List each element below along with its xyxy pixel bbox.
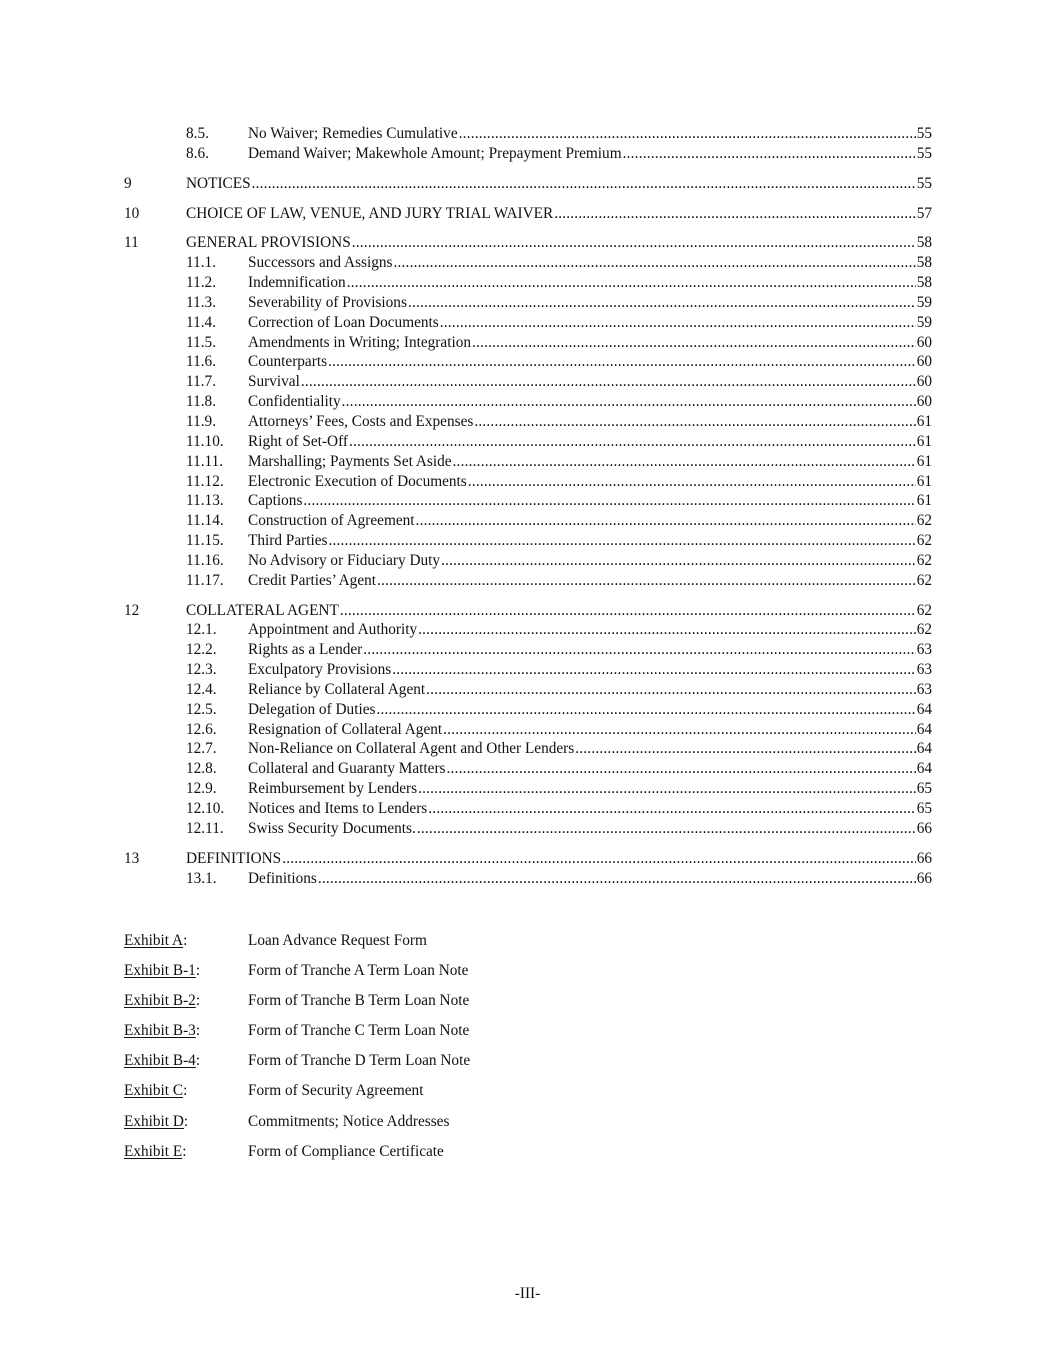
exhibit-link[interactable]: Exhibit D (124, 1112, 184, 1130)
toc-entry-sub[interactable] (124, 660, 932, 680)
toc-subsection-title: Successors and Assigns (248, 254, 393, 272)
dot-leader (352, 233, 916, 253)
toc-subsection-title: Reimbursement by Lenders (248, 780, 418, 798)
exhibit-entry (124, 930, 724, 960)
toc-entry-sub[interactable] (124, 491, 932, 511)
dot-leader (342, 392, 916, 412)
dot-leader (328, 352, 916, 372)
toc-entry-sub[interactable] (124, 432, 932, 452)
toc-subsection-title: Resignation of Collateral Agent (248, 720, 443, 738)
exhibit-description: Form of Tranche D Term Loan Note (248, 1052, 471, 1070)
toc-subsection-number: 8.5. (186, 125, 209, 142)
dot-leader (347, 273, 916, 293)
dot-leader (459, 124, 916, 144)
toc-section-number: 9 (124, 174, 132, 192)
toc-subsection-title: Appointment and Authority (248, 621, 418, 639)
toc-subsection-title: Notices and Items to Lenders (248, 800, 428, 817)
toc-entry-sub[interactable] (124, 720, 932, 740)
exhibit-link[interactable]: Exhibit C (124, 1082, 184, 1100)
toc-subsection-number: 11.1. (186, 254, 217, 272)
toc-page-number: 64 (916, 720, 932, 738)
toc-subsection-title: Construction of Agreement (248, 512, 415, 530)
toc-entry-sub[interactable] (124, 293, 932, 313)
toc-subsection-number: 13.1. (186, 869, 217, 887)
toc-section (124, 233, 932, 590)
dot-leader (443, 720, 916, 740)
dot-leader (282, 849, 916, 869)
toc-subsection-number: 11.11. (186, 452, 224, 470)
exhibit-entry (124, 1111, 724, 1141)
toc-section-title: NOTICES (186, 174, 251, 192)
toc-page-number: 55 (916, 125, 932, 142)
dot-leader (408, 293, 916, 313)
toc-entry-main[interactable] (124, 849, 932, 869)
toc-page-number: 61 (916, 412, 932, 430)
toc-entry-sub[interactable] (124, 799, 932, 819)
exhibit-entry (124, 960, 724, 990)
toc-page-number: 55 (916, 174, 932, 192)
toc-entry-sub[interactable] (124, 144, 932, 164)
toc-section-number: 12 (124, 601, 140, 619)
toc-subsection-title: No Advisory or Fiduciary Duty (248, 551, 441, 569)
dot-leader (301, 372, 916, 392)
exhibit-entry (124, 1050, 724, 1080)
dot-leader (428, 799, 915, 819)
dot-leader (623, 144, 916, 164)
dot-leader (440, 313, 916, 333)
toc-subsection-number: 11.10. (186, 432, 224, 450)
toc-subsection-title: Marshalling; Payments Set Aside (248, 452, 452, 470)
toc-page-number: 60 (916, 353, 932, 371)
exhibit-link[interactable]: Exhibit B-4 (124, 1052, 196, 1070)
toc-entry-main[interactable] (124, 204, 932, 224)
toc-subsection-number: 11.2. (186, 274, 217, 292)
exhibit-link[interactable]: Exhibit E (124, 1142, 183, 1160)
toc-subsection-number: 11.8. (186, 393, 217, 411)
toc-subsection-number: 12.11. (186, 819, 224, 837)
toc-subsection-title: No Waiver; Remedies Cumulative (248, 125, 458, 142)
dot-leader (416, 511, 916, 531)
exhibit-label-wrap[interactable]: Exhibit B-3: (124, 1022, 201, 1040)
dot-leader (426, 680, 916, 700)
exhibit-label-wrap[interactable]: Exhibit E: (124, 1142, 187, 1160)
toc-page-number: 66 (916, 869, 932, 887)
exhibit-link[interactable]: Exhibit B-3 (124, 1022, 196, 1040)
toc-subsection-number: 11.4. (186, 313, 217, 331)
toc-subsection-title: Delegation of Duties (248, 700, 376, 718)
toc-entry-sub[interactable] (124, 511, 932, 531)
toc-subsection-number: 11.15. (186, 532, 224, 550)
toc-subsection-number: 8.6. (186, 144, 209, 162)
toc-subsection-title: Exculpatory Provisions (248, 661, 392, 679)
toc-entry-sub[interactable] (124, 571, 932, 591)
toc-entry-sub[interactable] (124, 620, 932, 640)
dot-leader (453, 452, 916, 472)
toc-entry-sub[interactable] (124, 333, 932, 353)
toc-page-number: 63 (916, 661, 932, 679)
page-number-footer: -III- (514, 1285, 541, 1302)
exhibit-description: Form of Compliance Certificate (248, 1142, 444, 1160)
toc-subsection-title: Reliance by Collateral Agent (248, 680, 426, 698)
dot-leader (349, 432, 916, 452)
toc-entry-sub[interactable] (124, 472, 932, 492)
toc-page-number: 58 (916, 234, 932, 252)
toc-entry-sub[interactable] (124, 759, 932, 779)
toc-entry-sub[interactable] (124, 640, 932, 660)
exhibit-description: Commitments; Notice Addresses (248, 1112, 450, 1130)
toc-subsection-number: 11.14. (186, 512, 224, 530)
toc-section-title: COLLATERAL AGENT (186, 601, 339, 619)
toc-page-number: 64 (916, 740, 932, 758)
dot-leader (554, 204, 916, 224)
toc-page-number: 62 (916, 512, 932, 530)
toc-subsection-number: 11.9. (186, 412, 217, 430)
exhibit-link[interactable]: Exhibit B-1 (124, 962, 196, 980)
toc-entry-main[interactable] (124, 233, 932, 253)
toc-page-number: 60 (916, 333, 932, 351)
toc-subsection-title: Right of Set-Off (248, 432, 348, 450)
toc-subsection-title: Severability of Provisions (248, 293, 407, 311)
dot-leader (328, 531, 915, 551)
toc-subsection-title: Survival (248, 373, 300, 391)
toc-page-number: 58 (916, 254, 932, 272)
toc-subsection-number: 12.8. (186, 760, 217, 778)
toc-subsection-number: 11.12. (186, 472, 224, 490)
dot-leader (418, 779, 916, 799)
toc-entry-main[interactable] (124, 174, 932, 194)
toc-page-number: 65 (916, 800, 932, 817)
dot-leader (340, 601, 916, 621)
toc-section-number: 13 (124, 849, 140, 867)
toc-entry-sub[interactable] (124, 869, 932, 889)
toc-subsection-title: Non-Reliance on Collateral Agent and Other Lenders (248, 740, 575, 758)
dot-leader (472, 333, 916, 353)
dot-leader (441, 551, 916, 571)
toc-subsection-number: 11.17. (186, 571, 224, 589)
toc-entry-sub[interactable] (124, 779, 932, 799)
toc-entry-sub[interactable] (124, 739, 932, 759)
dot-leader (393, 253, 915, 273)
toc-page-number: 57 (916, 204, 932, 222)
toc-subsection-title: Definitions (248, 869, 317, 887)
dot-leader (318, 869, 916, 889)
toc-subsection-number: 12.5. (186, 700, 217, 718)
toc-page-number: 61 (916, 432, 932, 450)
toc-subsection-number: 11.13. (186, 492, 224, 510)
toc-entry-sub[interactable] (124, 452, 932, 472)
exhibit-entry (124, 1020, 724, 1050)
toc-subsection-number: 12.4. (186, 680, 217, 698)
toc-subsection-number: 11.5. (186, 333, 217, 351)
toc-entry-sub[interactable] (124, 680, 932, 700)
toc-section (124, 174, 932, 194)
toc-entry-sub[interactable] (124, 700, 932, 720)
toc-subsection-number: 12.10. (186, 800, 225, 817)
toc-page-number: 62 (916, 551, 932, 569)
toc-subsection-title: Electronic Execution of Documents (248, 472, 467, 490)
toc-entry-sub[interactable] (124, 531, 932, 551)
dot-leader (392, 660, 916, 680)
toc-subsection-number: 11.3. (186, 293, 217, 311)
toc-entry-sub[interactable] (124, 352, 932, 372)
dot-leader (447, 759, 916, 779)
toc-subsection-title: Credit Parties’ Agent (248, 571, 377, 589)
toc-subsection-title: Indemnification (248, 274, 346, 292)
exhibit-label-wrap[interactable]: Exhibit D: (124, 1112, 189, 1130)
toc-page-number: 63 (916, 641, 932, 659)
toc-subsection-title: Collateral and Guaranty Matters (248, 760, 446, 778)
toc-section (124, 204, 932, 224)
toc-entry-sub[interactable] (124, 392, 932, 412)
toc-section-title: GENERAL PROVISIONS (186, 234, 351, 252)
toc-subsection-title: Third Parties (248, 532, 328, 550)
dot-leader (418, 620, 916, 640)
toc-entry-sub[interactable] (124, 372, 932, 392)
exhibit-description: Form of Tranche A Term Loan Note (248, 962, 469, 980)
toc-section (124, 124, 932, 164)
toc-entry-sub[interactable] (124, 253, 932, 273)
toc-subsection-title: Correction of Loan Documents (248, 313, 439, 331)
toc-entry-sub[interactable] (124, 273, 932, 293)
toc-entry-sub[interactable] (124, 819, 932, 839)
exhibit-description: Form of Tranche B Term Loan Note (248, 992, 470, 1010)
dot-leader (474, 412, 915, 432)
toc-entry-main[interactable] (124, 601, 932, 621)
dot-leader (468, 472, 916, 492)
toc-page-number: 62 (916, 621, 932, 639)
toc-section-title: CHOICE OF LAW, VENUE, AND JURY TRIAL WAIVER (186, 204, 554, 222)
toc-page-number: 61 (916, 492, 932, 510)
exhibit-description: Form of Security Agreement (248, 1082, 424, 1100)
exhibit-description: Loan Advance Request Form (248, 932, 427, 949)
toc-subsection-number: 12.6. (186, 720, 217, 738)
dot-leader (575, 739, 915, 759)
exhibit-label-wrap[interactable]: Exhibit B-1: (124, 962, 201, 980)
exhibit-link[interactable]: Exhibit A (124, 932, 184, 949)
toc-page-number: 61 (916, 452, 932, 470)
toc-subsection-number: 12.2. (186, 641, 217, 659)
dot-leader (376, 700, 915, 720)
exhibit-label-wrap[interactable]: Exhibit B-4: (124, 1052, 201, 1070)
toc-subsection-number: 11.7. (186, 373, 217, 391)
dot-leader (252, 174, 916, 194)
dot-leader (377, 571, 916, 591)
toc-subsection-title: Confidentiality (248, 393, 341, 411)
exhibit-entry (124, 1141, 724, 1171)
toc-subsection-title: Rights as a Lender (248, 641, 363, 659)
toc-page-number: 62 (916, 532, 932, 550)
exhibit-list (124, 930, 724, 1171)
toc-section (124, 849, 932, 889)
toc-entry-sub[interactable] (124, 551, 932, 571)
toc-subsection-number: 12.3. (186, 661, 217, 679)
toc-page-number: 64 (916, 700, 932, 718)
toc-page-number: 63 (916, 680, 932, 698)
toc-subsection-number: 11.16. (186, 551, 224, 569)
dot-leader (417, 819, 916, 839)
toc-section-title: DEFINITIONS (186, 849, 282, 867)
exhibit-entry (124, 1080, 724, 1110)
toc-page-number: 62 (916, 571, 932, 589)
toc-subsection-number: 12.1. (186, 621, 217, 639)
toc-page-number: 58 (916, 274, 932, 292)
toc-page-number: 61 (916, 472, 932, 490)
toc-entry-sub[interactable] (124, 412, 932, 432)
dot-leader (303, 491, 915, 511)
toc-page-number: 60 (916, 373, 932, 391)
toc-subsection-number: 11.6. (186, 353, 217, 371)
toc-page-number: 59 (916, 313, 932, 331)
exhibit-label-wrap[interactable]: Exhibit A: (124, 932, 188, 949)
dot-leader (363, 640, 915, 660)
toc-page-number: 59 (916, 293, 932, 311)
exhibit-label-wrap[interactable]: Exhibit B-2: (124, 992, 201, 1010)
toc-subsection-title: Demand Waiver; Makewhole Amount; Prepayment Premium (248, 144, 622, 162)
toc-subsection-title: Attorneys’ Fees, Costs and Expenses (248, 412, 474, 430)
toc-section-number: 10 (124, 204, 140, 222)
toc-subsection-title: Swiss Security Documents. (248, 819, 416, 837)
toc-entry-sub[interactable] (124, 124, 932, 144)
toc-subsection-number: 12.9. (186, 780, 217, 798)
table-of-contents (124, 124, 932, 888)
exhibit-label-wrap[interactable]: Exhibit C: (124, 1082, 188, 1100)
toc-page-number: 55 (916, 144, 932, 162)
exhibit-description: Form of Tranche C Term Loan Note (248, 1022, 470, 1040)
toc-page-number: 64 (916, 760, 932, 778)
toc-subsection-number: 12.7. (186, 740, 217, 758)
toc-section-number: 11 (124, 234, 139, 252)
exhibit-link[interactable]: Exhibit B-2 (124, 992, 196, 1010)
toc-page-number: 62 (916, 601, 932, 619)
toc-page-number: 66 (916, 849, 932, 867)
toc-subsection-title: Captions (248, 492, 303, 510)
toc-subsection-title: Amendments in Writing; Integration (248, 333, 471, 351)
toc-page-number: 65 (916, 780, 932, 798)
toc-page-number: 60 (916, 393, 932, 411)
toc-subsection-title: Counterparts (248, 353, 328, 371)
toc-entry-sub[interactable] (124, 313, 932, 333)
exhibit-entry (124, 990, 724, 1020)
toc-page-number: 66 (916, 819, 932, 837)
toc-section (124, 601, 932, 839)
